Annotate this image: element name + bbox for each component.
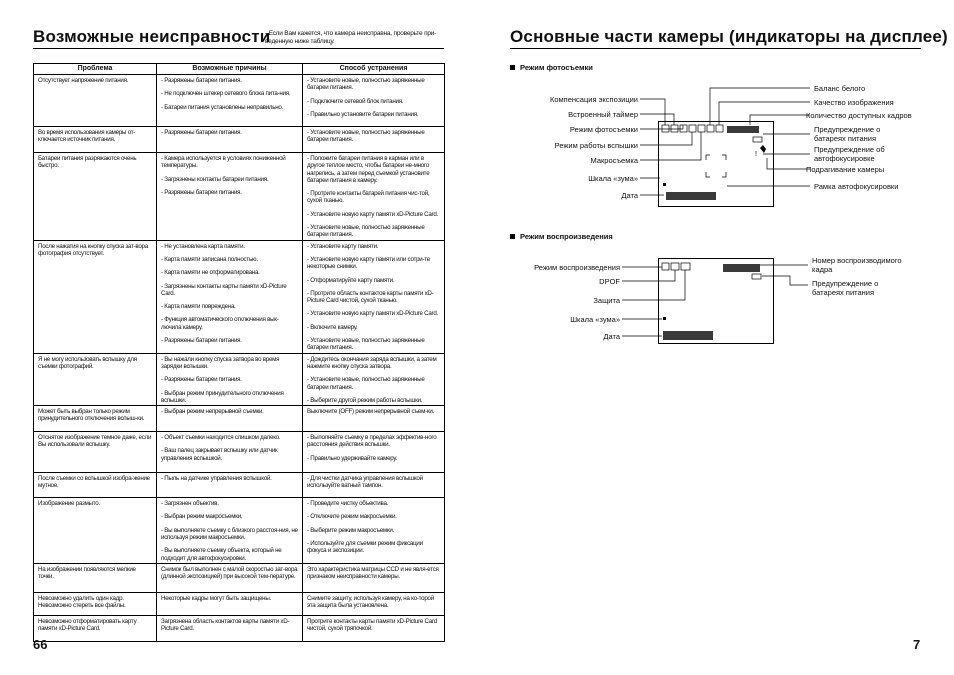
right-page-title: Основные части камеры (индикаторы на дисплее): [510, 27, 948, 46]
causes-cell-line: - Не подключен штекер сетевого блока пита-ния.: [161, 90, 291, 98]
causes-cell-line: - Объект съемки находится слишком далеко.: [161, 434, 281, 442]
solutions-cell-line: - Включите камеру.: [307, 323, 358, 331]
solutions-cell-line: - Подключите сетевой блок питания.: [307, 97, 404, 105]
solutions-cell-line: Снимите защиту, используя камеру, на ко-торой эта защита была установлена.: [307, 594, 434, 610]
causes-cell-line: - Вы выполняете съемку объекта, который не подходит для автофокусировки.: [161, 547, 282, 562]
problem-text: Невозможно удалить один кадр. Невозможно стереть все файлы.: [38, 594, 126, 610]
label-flash-mode: Режим работы вспышки: [554, 141, 638, 150]
problem-text: Во время использования камеры от-ключается источник питания.: [38, 129, 136, 144]
label-self-timer: Встроенный таймер: [568, 110, 638, 119]
left-page-title: Возможные неисправности: [33, 27, 271, 46]
causes-cell-line: - Загрязнен объектив.: [161, 500, 219, 508]
problem-text: После нажатия на кнопку спуска зат-вора фотография отсутствует.: [38, 242, 148, 257]
solutions-cell-line: Выключите (OFF) режим непрерывной съем-ки.: [307, 408, 435, 416]
label-white-balance: Баланс белого: [814, 84, 866, 93]
solutions-cell-line: - Выберите другой режим работы вспышки.: [307, 396, 423, 404]
solutions-cell-line: - Установите новые, полностью заряженные батареи питания.: [307, 129, 425, 144]
solutions-cell-line: - Положите батареи питания в карман или в другое теплое место, чтобы батареи не-много нагрелись, а затем перед съемкой установите батареи питания в камеру.: [307, 155, 430, 184]
solutions-cell-line: - Установите новые, полностью заряженные батареи питания.: [307, 376, 425, 391]
label-shooting-mode: Режим фотосъемки: [569, 125, 638, 134]
solutions-cell-line: - Протрите контакты батарей питания чис-той, сухой тканью.: [307, 190, 430, 205]
causes-cell-line: - Разряжены батареи питания.: [161, 376, 242, 384]
right-page-number: 7: [913, 637, 921, 652]
label-af-frame: Рамка автофокусировки: [814, 182, 899, 191]
quality-icon: [716, 125, 723, 132]
solutions-cell-line: - Отключите режим макросъемки.: [307, 513, 397, 521]
causes-cell-line: Загрязнена область контактов карты памяти xD-Picture Card.: [161, 617, 290, 633]
camera-shake-icon: [760, 145, 766, 153]
solutions-cell-line: - Установите новую карту памяти xD-Picture Card.: [307, 310, 439, 318]
label-zoom-scale: Шкала «зума»: [588, 174, 638, 183]
camera-mode-icon: [680, 125, 687, 132]
solutions-cell-line: Это характеристика матрицы CCD и не явля-ется признаком неисправности камеры.: [307, 565, 439, 581]
label-zoom-scale: Шкала «зума»: [570, 315, 620, 324]
solutions-cell-line: - Дождитесь окончания заряда вспышки, а затем нажмите кнопку спуска затвора.: [307, 355, 437, 370]
protect-icon: [681, 263, 690, 270]
solutions-cell-line: - Отформатируйте карту памяти.: [307, 276, 395, 284]
causes-cell-line: - Загрязнены контакты карты памяти xD-Picture Card.: [161, 282, 287, 297]
problem-text: На изображении появляются мелкие точки.: [38, 565, 136, 581]
macro-icon: [698, 125, 705, 132]
header-problem: Проблема: [34, 64, 157, 75]
causes-cell-line: - Вы выполняете съемку с близкого расстоя-ния, не используя режим макросъемки.: [161, 526, 298, 542]
causes-cell-line: - Карта памяти повреждена.: [161, 303, 236, 311]
problem-text: Отсутствует напряжение питания.: [38, 77, 129, 84]
label-af-warning: Предупреждение об автофокусировке: [814, 145, 885, 163]
solutions-cell-line: - Установите новые, полностью заряженные батареи питания.: [307, 337, 425, 352]
solutions-cell-line: - Правильно установите батареи питания.: [307, 110, 419, 118]
causes-cell-line: Некоторые кадры могут быть защищены.: [161, 594, 271, 602]
problem-text: Может быть выбран только режим принудительного отключения вспыш-ки.: [38, 408, 145, 423]
solutions-cell-line: - Правильно удерживайте камеру.: [307, 454, 398, 462]
label-playback-mode: Режим воспроизведения: [534, 263, 620, 272]
playback-mode-icon: [662, 263, 669, 270]
solutions-cell-line: Протрите контакты карты памяти xD-Picture Card чистой, сухой тряпочкой.: [307, 617, 437, 633]
causes-cell-line: - Выбран режим макросъемки.: [161, 513, 243, 521]
causes-cell-line: - Карта памяти записана полностью.: [161, 255, 258, 263]
solutions-cell-line: - Выполняйте съемку в пределах эффектив-ного расстояния действия вспышки.: [307, 434, 437, 449]
playback-mode-heading: Режим воспроизведения: [510, 232, 613, 241]
solutions-cell-line: - Установите новую карту памяти xD-Picture Card.: [307, 210, 439, 218]
left-page-note: - Если Вам кажется, что камера неисправна, проверьте при-веденную ниже таблицу.: [265, 30, 437, 45]
af-warning-icon: !: [755, 151, 757, 158]
solutions-cell-line: - Выберите режим макросъемки.: [307, 526, 395, 534]
causes-cell-line: - Разряжены батареи питания.: [161, 337, 242, 345]
label-macro: Макросъемка: [590, 156, 638, 165]
causes-cell-line: - Пыль на датчике управления вспышкой.: [161, 475, 272, 483]
battery-warning-icon: [753, 137, 762, 142]
left-page-number: 66: [33, 637, 48, 652]
solutions-cell-line: - Установите новые, полностью заряженные батареи питания.: [307, 224, 425, 239]
label-camera-shake: Подрагивание камеры: [806, 165, 885, 174]
problem-text: Отснятое изображение темное даже, если Вы использовали вспышку.: [38, 434, 152, 449]
label-battery-warning: Предупреждение о батареях питания: [814, 125, 881, 143]
causes-cell-line: - Батареи питания установлены неправильно.: [161, 103, 284, 111]
battery-warning-icon: [752, 274, 761, 279]
exposure-compensation-icon: [662, 125, 669, 132]
causes-cell-line: - Не установлена карта памяти.: [161, 242, 245, 250]
causes-cell-line: - Разряжены батареи питания.: [161, 129, 242, 136]
label-frame-number: Номер воспроизводимого кадра: [812, 256, 902, 274]
solutions-cell-line: - Установите новую карту памяти или сотри-те некоторые снимки.: [307, 255, 431, 271]
label-protect: Защита: [593, 296, 620, 305]
problem-text: После съемки со вспышкой изобра-жение мутное.: [38, 475, 150, 490]
causes-cell-line: - Вы нажали кнопку спуска затвора во время зарядки вспышки.: [161, 355, 280, 370]
solutions-cell-line: - Используйте для съемки режим фиксации фокуса и экспозиции.: [307, 540, 423, 555]
white-balance-icon: [707, 125, 714, 132]
label-available-frames: Количество доступных кадров: [806, 111, 912, 120]
self-timer-icon: [671, 125, 678, 132]
solutions-cell-line: - Протрите область контактов карты памяти xD-Picture Card чистой, сухой тканью.: [307, 289, 434, 305]
shooting-mode-heading: Режим фотосъемки: [510, 63, 593, 72]
causes-cell-line: - Функция автоматического отключения вык-лючила камеру.: [161, 316, 279, 331]
solutions-cell-line: - Проведите чистку объектива.: [307, 500, 389, 508]
solutions-cell-line: - Установите новые, полностью заряженные батареи питания.: [307, 77, 425, 92]
causes-cell-line: - Загрязнены контакты батареи питания.: [161, 175, 269, 183]
solutions-cell-line: - Для чистки датчика управления вспышкой используйте ватный тампон.: [307, 475, 423, 490]
solutions-cell-line: - Установите карту памяти.: [307, 242, 379, 250]
flash-mode-icon: [689, 125, 696, 132]
header-solutions: Способ устранения: [303, 64, 445, 75]
label-date: Дата: [603, 332, 620, 341]
causes-cell-line: - Камера используется в условиях пониженной температуры.: [161, 155, 286, 170]
label-exposure-compensation: Компенсация экспозиции: [549, 95, 638, 104]
af-frame-icon: [706, 155, 726, 177]
causes-cell-line: - Карта памяти не отформатирована.: [161, 269, 260, 277]
causes-cell-line: Снимок был выполнен с малой скоростью зат-вора (длинной экспозицией) при высокой тем-пературе.: [161, 565, 298, 581]
problem-text: Батареи питания разряжаются очень быстро.: [38, 155, 137, 170]
causes-cell-line: - Выбран режим принудительного отключения вспышки.: [161, 389, 284, 404]
causes-cell-line: - Разряжены батареи питания.: [161, 188, 242, 196]
dpof-icon: [671, 263, 679, 270]
problem-text: Изображение размыто.: [38, 500, 100, 508]
problem-text: Невозможно отформатировать карту памяти xD-Picture Card.: [38, 617, 137, 633]
label-date: Дата: [621, 191, 638, 200]
header-causes: Возможные причины: [157, 64, 303, 75]
causes-cell-line: - Выбран режим непрерывной съемки.: [161, 408, 264, 416]
label-dpof: DPOF: [599, 277, 620, 286]
causes-cell-line: - Разряжены батареи питания.: [161, 77, 242, 84]
problem-text: Я не могу использовать вспышку для съемки фотографий.: [38, 355, 137, 370]
causes-cell-line: - Ваш палец закрывает вспышку или датчик управления вспышкой.: [161, 447, 278, 462]
label-image-quality: Качество изображения: [814, 98, 894, 107]
label-playback-battery-warning: Предупреждение о батареях питания: [812, 279, 879, 297]
